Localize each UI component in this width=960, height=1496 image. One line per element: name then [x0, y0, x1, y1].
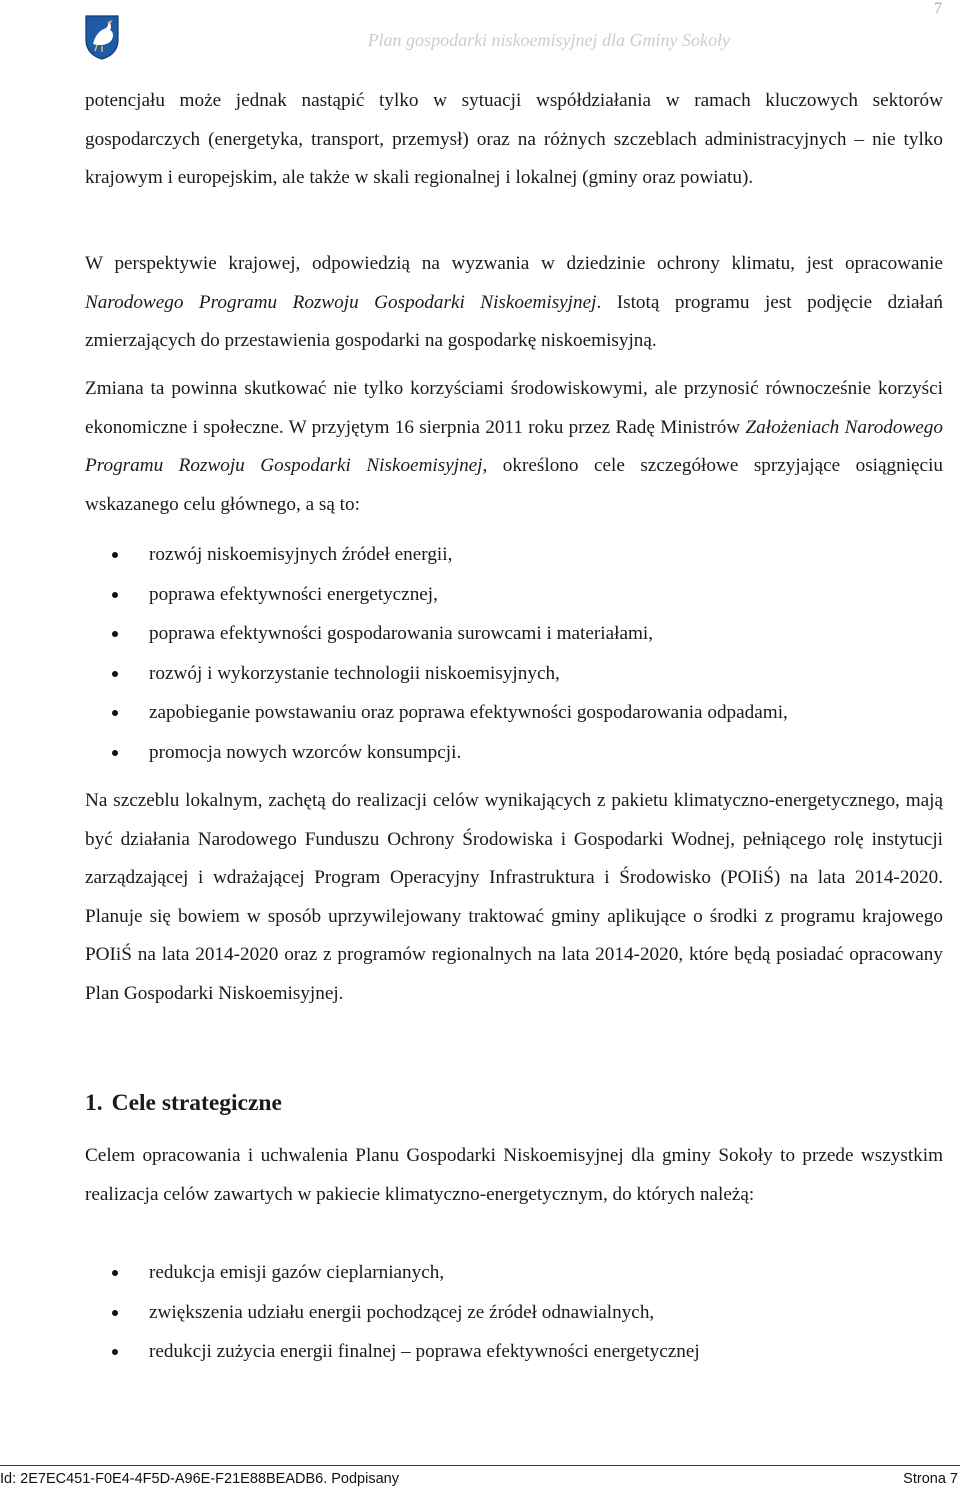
paragraph-text: W perspektywie krajowej, odpowiedzią na wyzwania w dziedzinie ochrony klimatu, jest opracowanie [85, 253, 943, 274]
list-item: zwiększenia udziału energii pochodzącej ze źródeł odnawialnych, [85, 1293, 943, 1333]
document-header-title: Plan gospodarki niskoemisyjnej dla Gminy Sokoły [367, 30, 730, 50]
paragraph-local-level: Na szczeblu lokalnym, zachętą do realizacji celów wynikających z pakietu klimatyczno-energetycznego, mają być działania Narodowego Funduszu Ochrony Środowiska i Gospodarki Wodnej, pełniącego rolę instytucji zarządzającej i wdrażającej Program Operacyjny Infrastruktura i Środowisko (POIiŚ) na lata 2014-2020. Planuje się bowiem w sposób uprzywilejowany traktować gminy aplikujące o środki z programu krajowego POIiŚ na lata 2014-2020 oraz z programów regionalnych na lata 2014-2020, które będą posiadać opracowany Plan Gospodarki Niskoemisyjnej. [85, 790, 943, 1004]
climate-package-goals-list [85, 1253, 943, 1372]
section-heading [85, 1084, 282, 1122]
specific-goals-list [85, 535, 943, 773]
paragraph-national-perspective [85, 245, 943, 361]
program-assumptions-italic: Założeniach Narodowego Programu Rozwoju Gospodarki Niskoemisyjnej, [85, 416, 943, 476]
list-item: poprawa efektywności energetycznej, [85, 575, 943, 615]
list-item: rozwój niskoemisyjnych źródeł energii, [85, 535, 943, 575]
footer-document-id: Id: 2E7EC451-F0E4-4F5D-A96E-F21E88BEADB6. Podpisany [0, 1471, 399, 1487]
list-item: zapobieganie powstawaniu oraz poprawa efektywności gospodarowania odpadami, [85, 693, 943, 733]
footer-divider [0, 1465, 960, 1466]
list-item: promocja nowych wzorców konsumpcji. [85, 733, 943, 773]
list-item: rozwój i wykorzystanie technologii niskoemisyjnych, [85, 654, 943, 694]
footer-page-label: Strona 7 [903, 1471, 958, 1487]
list-item: poprawa efektywności gospodarowania surowcami i materiałami, [85, 614, 943, 654]
section-title: Cele strategiczne [111, 1090, 282, 1116]
paragraph-specific-goals [85, 370, 943, 524]
section-number: 1. [85, 1090, 103, 1116]
program-name-italic: Narodowego Programu Rozwoju Gospodarki Niskoemisyjnej [85, 291, 597, 313]
paragraph-text: określono cele szczegółowe sprzyjające osiągnięciu wskazanego celu głównego, a są to: [85, 455, 943, 515]
paragraph-text: Zmiana ta powinna skutkować nie tylko korzyściami środowiskowymi, ale przynosić równocześnie korzyści ekonomiczne i społeczne. W przyjętym 16 sierpnia 2011 roku przez Radę Ministrów [85, 378, 943, 438]
list-item: redukcja emisji gazów cieplarnianych, [85, 1253, 943, 1293]
paragraph-strategic-goals: Celem opracowania i uchwalenia Planu Gospodarki Niskoemisyjnej dla gminy Sokoły to przede wszystkim realizacja celów zawartych w pakiecie klimatyczno-energetycznym, do których należą: [85, 1145, 943, 1205]
paragraph-text: . Istotą programu jest podjęcie działań zmierzających do przestawienia gospodarki na gospodarkę niskoemisyjną. [85, 291, 943, 351]
list-item: redukcji zużycia energii finalnej – poprawa efektywności energetycznej [85, 1332, 943, 1372]
page-number: 7 [934, 0, 942, 17]
paragraph-intro-continuation: potencjału może jednak nastąpić tylko w sytuacji współdziałania w ramach kluczowych sektorów gospodarczych (energetyka, transport, przemysł) oraz na różnych szczeblach administracyjnych – nie tylko krajowym i europejskim, ale także w skali regionalnej i lokalnej (gminy oraz powiatu). [85, 90, 943, 188]
coat-of-arms-icon [84, 14, 120, 60]
